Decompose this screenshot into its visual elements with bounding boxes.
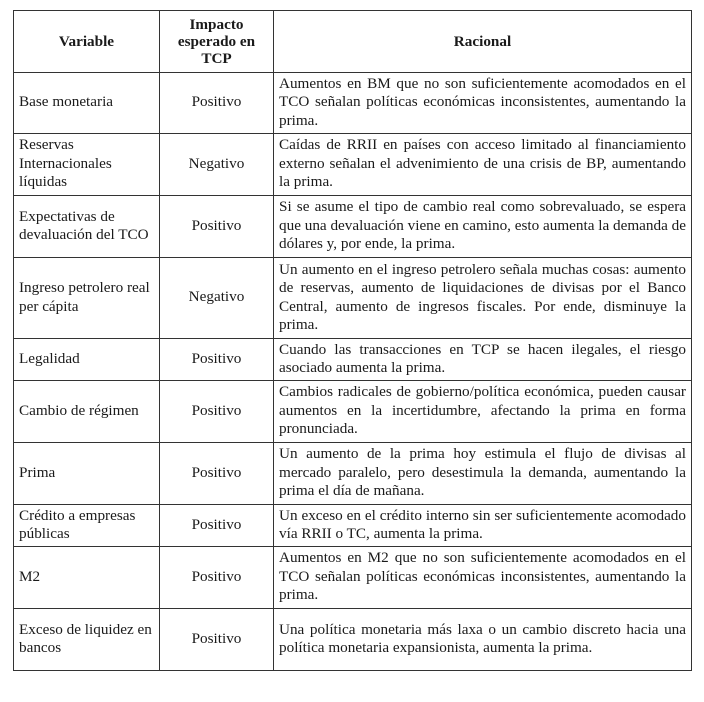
header-variable: Variable: [14, 11, 160, 73]
cell-variable: Legalidad: [14, 339, 160, 381]
header-racional: Racional: [274, 11, 692, 73]
table-row: [14, 258, 692, 339]
table-row: [14, 381, 692, 443]
table-row: [14, 547, 692, 609]
cell-impacto: Positivo: [160, 505, 274, 547]
cell-impacto: Positivo: [160, 196, 274, 258]
header-impacto: Impacto esperado en TCP: [160, 11, 274, 73]
table-row: [14, 73, 692, 134]
cell-impacto: Positivo: [160, 443, 274, 505]
cell-impacto: Negativo: [160, 134, 274, 196]
cell-variable: Base monetaria: [14, 73, 160, 134]
cell-racional: Un aumento de la prima hoy estimula el flujo de divisas al mercado paralelo, pero desestimula la demanda, aumentando la prima el día de mañana.: [274, 443, 692, 505]
cell-racional: Aumentos en M2 que no son suficientemente acomodados en el TCO señalan políticas económicas inconsistentes, aumentando la prima.: [274, 547, 692, 609]
table-row: [14, 339, 692, 381]
cell-variable: Prima: [14, 443, 160, 505]
cell-impacto: Negativo: [160, 258, 274, 339]
table-row: [14, 609, 692, 671]
header-row: [14, 11, 692, 73]
cell-variable: Reservas Internacionales líquidas: [14, 134, 160, 196]
cell-impacto: Positivo: [160, 609, 274, 671]
cell-racional: Aumentos en BM que no son suficientemente acomodados en el TCO señalan políticas económicas inconsistentes, aumentando la prima.: [274, 73, 692, 134]
cell-racional: Cambios radicales de gobierno/política económica, pueden causar aumentos en la incertidumbre, afectando la prima en forma pronunciada.: [274, 381, 692, 443]
cell-racional: Cuando las transacciones en TCP se hacen ilegales, el riesgo asociado aumenta la prima.: [274, 339, 692, 381]
cell-variable: Crédito a empresas públicas: [14, 505, 160, 547]
cell-impacto: Positivo: [160, 547, 274, 609]
cell-racional: Caídas de RRII en países con acceso limitado al financiamiento externo señalan el advenimiento de una crisis de BP, aumentando la prima.: [274, 134, 692, 196]
variables-table: [13, 10, 692, 671]
cell-racional: Una política monetaria más laxa o un cambio discreto hacia una política monetaria expansionista, aumenta la prima.: [274, 609, 692, 671]
table-row: [14, 443, 692, 505]
cell-variable: Expectativas de devaluación del TCO: [14, 196, 160, 258]
cell-racional: Si se asume el tipo de cambio real como sobrevaluado, se espera que una devaluación viene en camino, esto aumenta la demanda de dólares y, por ende, la prima.: [274, 196, 692, 258]
table-row: [14, 505, 692, 547]
cell-impacto: Positivo: [160, 339, 274, 381]
cell-variable: Cambio de régimen: [14, 381, 160, 443]
cell-impacto: Positivo: [160, 73, 274, 134]
cell-racional: Un exceso en el crédito interno sin ser suficientemente acomodado vía RRII o TC, aumenta la prima.: [274, 505, 692, 547]
cell-variable: Ingreso petrolero real per cápita: [14, 258, 160, 339]
cell-variable: Exceso de liquidez en bancos: [14, 609, 160, 671]
cell-impacto: Positivo: [160, 381, 274, 443]
table-row: [14, 134, 692, 196]
cell-racional: Un aumento en el ingreso petrolero señala muchas cosas: aumento de reservas, aumento de liquidaciones de divisas por el Banco Central, aumento de ingresos fiscales. Por ende, disminuye la prima.: [274, 258, 692, 339]
cell-variable: M2: [14, 547, 160, 609]
table-row: [14, 196, 692, 258]
